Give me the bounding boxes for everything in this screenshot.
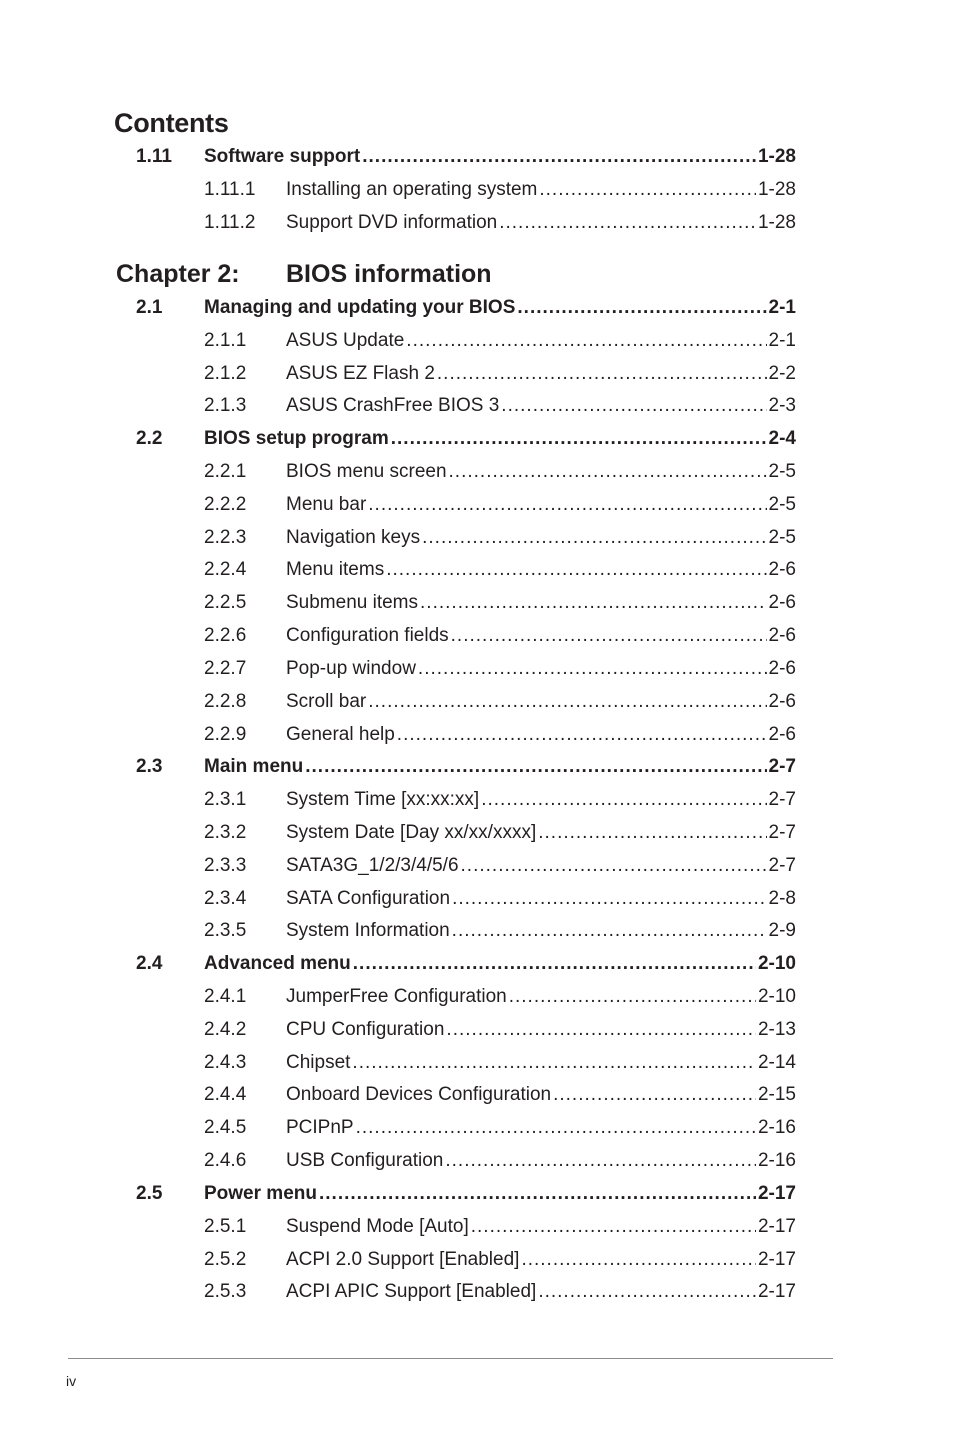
dot-leader — [368, 492, 766, 518]
toc-subsection-entry[interactable] — [0, 1279, 954, 1305]
entry-title: Navigation keys — [286, 527, 421, 548]
entry-title: BIOS menu screen — [286, 461, 447, 482]
entry-title: Advanced menu — [204, 953, 351, 974]
toc-subsection-entry[interactable] — [0, 1214, 954, 1240]
dot-leader — [356, 1115, 756, 1141]
entry-number: 2.4.2 — [204, 1019, 247, 1040]
toc-section-entry[interactable] — [0, 754, 954, 780]
toc-subsection-entry[interactable] — [0, 1017, 954, 1043]
toc-subsection-entry[interactable] — [0, 886, 954, 912]
entry-title: Suspend Mode [Auto] — [286, 1216, 469, 1237]
entry-number: 2.2.5 — [204, 592, 247, 613]
dot-leader — [352, 1050, 756, 1076]
dot-leader — [509, 984, 756, 1010]
entry-number: 2.2.6 — [204, 625, 247, 646]
entry-title: PCIPnP — [286, 1117, 354, 1138]
entry-page: 1-28 — [757, 146, 796, 167]
toc-subsection-entry[interactable] — [0, 1148, 954, 1174]
entry-title: JumperFree Configuration — [286, 986, 507, 1007]
toc-subsection-entry[interactable] — [0, 492, 954, 518]
entry-page: 2-8 — [768, 888, 796, 909]
entry-title: Menu bar — [286, 494, 367, 515]
dot-leader — [471, 1214, 756, 1240]
dot-leader — [319, 1181, 756, 1207]
entry-number: 2.4 — [136, 953, 163, 974]
dot-leader — [353, 951, 756, 977]
entry-page: 2-10 — [757, 953, 796, 974]
entry-page: 2-13 — [757, 1019, 796, 1040]
entry-title: Support DVD information — [286, 212, 498, 233]
entry-number: 2.2.8 — [204, 691, 247, 712]
dot-leader — [538, 820, 766, 846]
entry-page: 2-17 — [757, 1281, 796, 1302]
toc-subsection-entry[interactable] — [0, 590, 954, 616]
dot-leader — [501, 393, 766, 419]
entry-page: 2-7 — [768, 822, 796, 843]
entry-title: System Time [xx:xx:xx] — [286, 789, 480, 810]
dot-leader — [445, 1148, 756, 1174]
entry-page: 2-6 — [768, 691, 796, 712]
dot-leader — [305, 754, 766, 780]
entry-title: Menu items — [286, 559, 385, 580]
dot-leader — [386, 557, 766, 583]
toc-subsection-entry[interactable] — [0, 853, 954, 879]
entry-page: 2-2 — [768, 363, 796, 384]
toc-subsection-entry[interactable] — [0, 177, 954, 203]
entry-page: 2-6 — [768, 625, 796, 646]
entry-number: 2.1 — [136, 297, 163, 318]
entry-page: 2-14 — [757, 1052, 796, 1073]
dot-leader — [446, 1017, 756, 1043]
entry-title: General help — [286, 724, 395, 745]
entry-title: Scroll bar — [286, 691, 367, 712]
toc-subsection-entry[interactable] — [0, 1247, 954, 1273]
entry-page: 2-9 — [768, 920, 796, 941]
entry-title: Submenu items — [286, 592, 419, 613]
dot-leader — [553, 1082, 756, 1108]
entry-number: 2.2.7 — [204, 658, 247, 679]
dot-leader — [521, 1247, 756, 1273]
entry-title: ACPI 2.0 Support [Enabled] — [286, 1249, 520, 1270]
entry-number: 2.3.2 — [204, 822, 247, 843]
entry-page: 2-5 — [768, 461, 796, 482]
toc-subsection-entry[interactable] — [0, 623, 954, 649]
dot-leader — [538, 1279, 756, 1305]
footer-divider — [68, 1358, 833, 1359]
toc-subsection-entry[interactable] — [0, 918, 954, 944]
dot-leader — [452, 886, 766, 912]
dot-leader — [397, 722, 767, 748]
toc-subsection-entry[interactable] — [0, 393, 954, 419]
entry-page: 2-4 — [768, 428, 796, 449]
entry-number: 2.3.3 — [204, 855, 247, 876]
dot-leader — [391, 426, 767, 452]
entry-title: USB Configuration — [286, 1150, 444, 1171]
entry-page: 1-28 — [757, 179, 796, 200]
entry-title: Configuration fields — [286, 625, 449, 646]
entry-page: 2-6 — [768, 559, 796, 580]
entry-title: SATA Configuration — [286, 888, 451, 909]
entry-page: 1-28 — [757, 212, 796, 233]
dot-leader — [539, 177, 756, 203]
entry-page: 2-15 — [757, 1084, 796, 1105]
entry-page: 2-10 — [757, 986, 796, 1007]
entry-number: 2.5.2 — [204, 1249, 247, 1270]
toc-section-entry[interactable] — [0, 144, 954, 170]
entry-title: Onboard Devices Configuration — [286, 1084, 552, 1105]
entry-title: ACPI APIC Support [Enabled] — [286, 1281, 537, 1302]
entry-title: SATA3G_1/2/3/4/5/6 — [286, 855, 459, 876]
entry-number: 2.5.1 — [204, 1216, 247, 1237]
entry-number: 2.3 — [136, 756, 163, 777]
entry-title: ASUS Update — [286, 330, 405, 351]
entry-page: 2-16 — [757, 1117, 796, 1138]
entry-page: 2-6 — [768, 658, 796, 679]
entry-number: 2.4.3 — [204, 1052, 247, 1073]
entry-number: 1.11 — [136, 146, 172, 167]
entry-page: 2-1 — [768, 297, 796, 318]
entry-page: 2-17 — [757, 1183, 796, 1204]
toc-subsection-entry[interactable] — [0, 984, 954, 1010]
dot-leader — [499, 210, 756, 236]
toc-section-entry[interactable] — [0, 426, 954, 452]
entry-title: ASUS CrashFree BIOS 3 — [286, 395, 500, 416]
entry-number: 2.2.4 — [204, 559, 247, 580]
entry-number: 2.2.2 — [204, 494, 247, 515]
toc-section-entry[interactable] — [0, 951, 954, 977]
entry-page: 2-6 — [768, 724, 796, 745]
dot-leader — [449, 459, 767, 485]
entry-title: ASUS EZ Flash 2 — [286, 363, 435, 384]
entry-title: Power menu — [204, 1183, 317, 1204]
toc-section-entry[interactable] — [0, 1181, 954, 1207]
entry-number: 2.5 — [136, 1183, 163, 1204]
entry-number: 2.3.1 — [204, 789, 247, 810]
dot-leader — [451, 623, 767, 649]
entry-page: 2-1 — [768, 330, 796, 351]
entry-number: 2.3.4 — [204, 888, 247, 909]
entry-title: Pop-up window — [286, 658, 416, 679]
dot-leader — [452, 918, 767, 944]
entry-title: Chipset — [286, 1052, 351, 1073]
dot-leader — [481, 787, 766, 813]
toc-subsection-entry[interactable] — [0, 557, 954, 583]
entry-page: 2-6 — [768, 592, 796, 613]
dot-leader — [362, 144, 756, 170]
dot-leader — [461, 853, 767, 879]
dot-leader — [437, 361, 767, 387]
page-title: Contents — [114, 108, 229, 139]
dot-leader — [406, 328, 766, 354]
entry-title: Main menu — [204, 756, 304, 777]
entry-title: BIOS setup program — [204, 428, 389, 449]
chapter-title: BIOS information — [286, 260, 492, 288]
toc-subsection-entry[interactable] — [0, 1115, 954, 1141]
entry-page: 2-17 — [757, 1249, 796, 1270]
toc-subsection-entry[interactable] — [0, 1082, 954, 1108]
entry-title: Managing and updating your BIOS — [204, 297, 516, 318]
dot-leader — [418, 656, 767, 682]
entry-title: System Date [Day xx/xx/xxxx] — [286, 822, 537, 843]
toc-subsection-entry[interactable] — [0, 361, 954, 387]
entry-number: 1.11.2 — [204, 212, 256, 233]
toc-subsection-entry[interactable] — [0, 459, 954, 485]
entry-page: 2-5 — [768, 527, 796, 548]
toc-subsection-entry[interactable] — [0, 656, 954, 682]
entry-title: Installing an operating system — [286, 179, 538, 200]
entry-page: 2-3 — [768, 395, 796, 416]
entry-number: 2.1.3 — [204, 395, 247, 416]
entry-page: 2-7 — [768, 789, 796, 810]
entry-number: 2.2 — [136, 428, 163, 449]
toc-subsection-entry[interactable] — [0, 525, 954, 551]
entry-page: 2-5 — [768, 494, 796, 515]
entry-page: 2-7 — [768, 855, 796, 876]
dot-leader — [517, 295, 766, 321]
dot-leader — [368, 689, 766, 715]
entry-number: 2.4.4 — [204, 1084, 247, 1105]
entry-number: 2.4.1 — [204, 986, 247, 1007]
entry-number: 2.4.5 — [204, 1117, 247, 1138]
dot-leader — [420, 590, 767, 616]
entry-page: 2-17 — [757, 1216, 796, 1237]
toc-subsection-entry[interactable] — [0, 689, 954, 715]
entry-number: 2.4.6 — [204, 1150, 247, 1171]
entry-number: 2.3.5 — [204, 920, 247, 941]
dot-leader — [422, 525, 766, 551]
entry-page: 2-16 — [757, 1150, 796, 1171]
entry-number: 2.1.2 — [204, 363, 247, 384]
entry-title: Software support — [204, 146, 361, 167]
entry-number: 2.2.3 — [204, 527, 247, 548]
entry-title: System Information — [286, 920, 450, 941]
toc-subsection-entry[interactable] — [0, 787, 954, 813]
entry-number: 2.2.9 — [204, 724, 247, 745]
toc-subsection-entry[interactable] — [0, 210, 954, 236]
entry-number: 2.1.1 — [204, 330, 247, 351]
footer-page-number: iv — [66, 1373, 77, 1389]
entry-title: CPU Configuration — [286, 1019, 445, 1040]
entry-number: 1.11.1 — [204, 179, 256, 200]
toc-section-entry[interactable] — [0, 295, 954, 321]
toc-subsection-entry[interactable] — [0, 1050, 954, 1076]
toc-subsection-entry[interactable] — [0, 722, 954, 748]
toc-subsection-entry[interactable] — [0, 328, 954, 354]
entry-page: 2-7 — [768, 756, 796, 777]
chapter-label: Chapter 2: — [116, 260, 240, 288]
entry-number: 2.5.3 — [204, 1281, 247, 1302]
entry-number: 2.2.1 — [204, 461, 247, 482]
toc-subsection-entry[interactable] — [0, 820, 954, 846]
